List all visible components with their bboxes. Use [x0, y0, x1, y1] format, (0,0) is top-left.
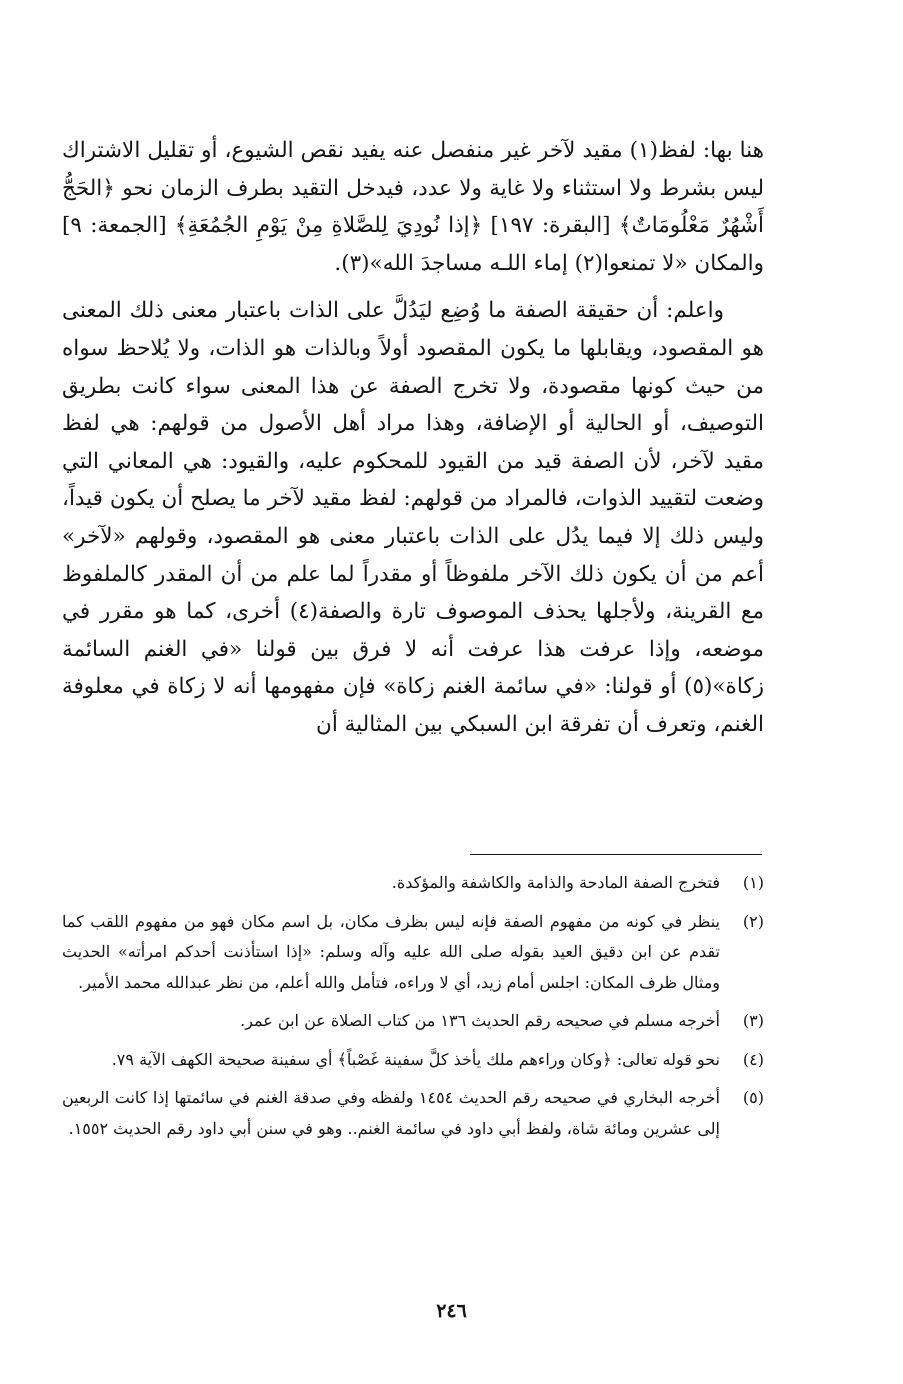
- body-paragraph-1: هنا بها: لفظ(١) مقيد لآخر غير منفصل عنه يفيد نقص الشيوع، أو تقليل الاشتراك ليس بشرط ولا استثناء ولا غاية ولا عدد، فيدخل التقيد بطرف الزمان نحو ﴿الحَجُّ أَشْهُرٌ مَعْلُومَاتٌ﴾ [البقرة: ١٩٧] ﴿إذا نُودِيَ لِلصَّلاةِ مِنْ يَوْمِ الجُمُعَةِ﴾ [الجمعة: ٩] والمكان «لا تمنعوا(٢) إماء اللـه مساجدَ الله»(٣).: [62, 138, 764, 276]
- footnote-text: فتخرج الصفة المادحة والذامة والكاشفة والمؤكدة.: [391, 873, 720, 892]
- footnote-3: [62, 1006, 764, 1037]
- footnote-text: أخرجه البخاري في صحيحه رقم الحديث ١٤٥٤ ولفظه وفي صدقة الغنم في سائمتها إذا كانت الربعين إلى عشرين ومائة شاة، ولفظ أبي داود في سائمة الغنم.. وهو في سنن أبي داود رقم الحديث ١٥٥٢.: [62, 1088, 721, 1138]
- footnote-2: [62, 907, 764, 999]
- footnote-text: أخرجه مسلم في صحيحه رقم الحديث ١٣٦ من كتاب الصلاة عن ابن عمر.: [240, 1011, 720, 1030]
- footnote-text: نحو قوله تعالى: ﴿وكان وراءهم ملك يأخذ كلَّ سفينة غَصْباً﴾ أي سفينة صحيحة الكهف الآية ٧٩.: [111, 1049, 720, 1069]
- footnote-number: (٥): [742, 1088, 764, 1107]
- footnote-5: [62, 1083, 764, 1144]
- body-paragraph-2: واعلم: أن حقيقة الصفة ما وُضِع ليَدُلَّ على الذات باعتبار معنى ذلك المعنى هو المقصود، ويقابلها ما يكون المقصود أولاً وبالذات هو الذات، ولا يُلاحظ سواه من حيث كونها مقصودة، ولا تخرج الصفة عن هذا المعنى سواء كانت بطريق التوصيف، أو الحالية أو الإضافة، وهذا مراد أهل الأصول من قولهم: هي لفظ مقيد لآخر، لأن الصفة قيد من القيود للمحكوم عليه، والقيود: هي المعاني التي وضعت لتقييد الذوات، فالمراد من قولهم: لفظ مقيد لآخر ما يصلح أن يكون قيداً، وليس ذلك إلا فيما يدُل على الذات باعتبار معنى هو المقصود، وقولهم «لآخر» أعم من أن يكون ذلك الآخر ملفوظاً أو مقدراً لما علم من أن المقدر كالملفوظ مع القرينة، ولأجلها يحذف الموصوف تارة والصفة(٤) أخرى، كما هو مقرر في موضعه، وإذا عرفت هذا عرفت أنه لا فرق بين قولنا «في الغنم السائمة زكاة»(٥) أو قولنا: «في سائمة الغنم زكاة» فإن مفهومها أنه لا زكاة في معلوفة الغنم، وتعرف أن تفرقة ابن السبكي بين المثالية أن: [62, 298, 764, 737]
- main-text: [62, 132, 764, 744]
- footnote-text: ينظر في كونه من مفهوم الصفة فإنه ليس بظرف مكان، بل اسم مكان فهو من مفهوم اللقب كما تقدم عن ابن دقيق العيد بقوله صلى الله عليه وآله وسلم: «إذا استأذنت أحدكم امرأته» الحديث ومثال ظرف المكان: اجلس أمام زيد، أي لا وراءه، فتأمل والله أعلم، من نظر عبدالله محمد الأمير.: [62, 911, 720, 992]
- page-number: ٢٤٦: [436, 1300, 467, 1322]
- footnote-number: (١): [742, 873, 764, 892]
- footnote-1: [62, 868, 764, 899]
- footnote-number: (٣): [742, 1011, 764, 1030]
- footnote-number: (٢): [742, 911, 764, 931]
- footnote-divider: [470, 854, 762, 855]
- footnote-4: [62, 1045, 764, 1076]
- footnotes-section: [62, 868, 764, 1152]
- footnote-number: (٤): [742, 1049, 764, 1069]
